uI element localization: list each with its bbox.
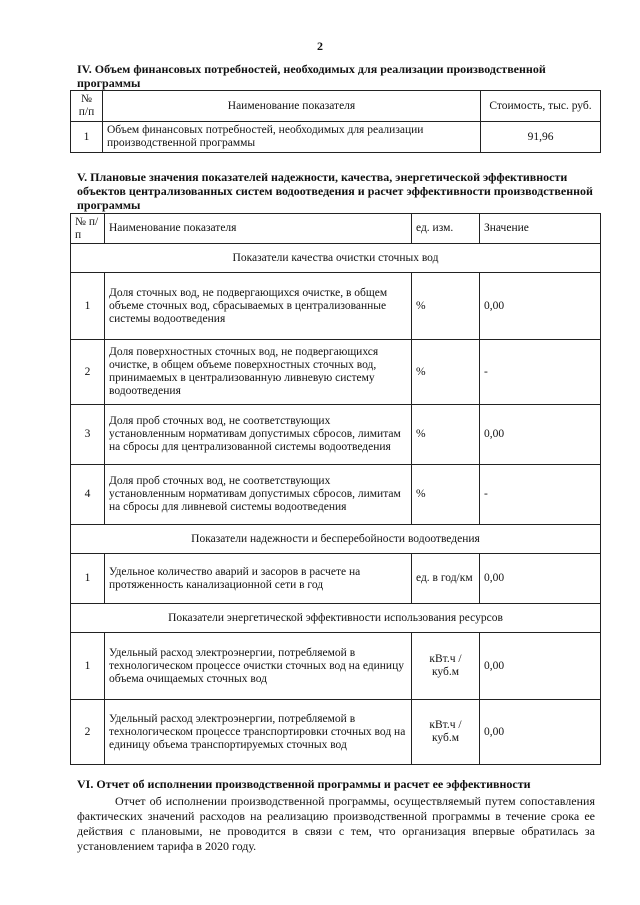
row-num: 1 [71, 554, 105, 604]
section-5-heading: V. Плановые значения показателей надежности, качества, энергетической эффективности объектов централизованных систем водоотведения и расчет эффективности производственной программы [77, 170, 593, 212]
row-value: 0,00 [480, 554, 601, 604]
row-unit: % [412, 405, 480, 465]
table-row [71, 273, 601, 340]
group-header-quality [71, 244, 601, 273]
table-row [71, 700, 601, 765]
row-num: 4 [71, 465, 105, 525]
header-unit: ед. изм. [412, 214, 480, 244]
row-value: 0,00 [480, 273, 601, 340]
group-title: Показатели надежности и бесперебойности водоотведения [71, 525, 601, 554]
row-name: Доля сточных вод, не подвергающихся очистке, в общем объеме сточных вод, сбрасываемых в централизованные системы водоотведения [105, 273, 412, 340]
table-row [71, 633, 601, 700]
row-num: 1 [71, 273, 105, 340]
row-value: - [480, 465, 601, 525]
row-name: Удельный расход электроэнергии, потребляемой в технологическом процессе очистки сточных вод на единицу объема очищаемых сточных вод [105, 633, 412, 700]
header-cost: Стоимость, тыс. руб. [481, 91, 601, 122]
group-title: Показатели качества очистки сточных вод [71, 244, 601, 273]
header-name: Наименование показателя [103, 91, 481, 122]
report-paragraph: Отчет об исполнении производственной программы, осуществляемый путем сопоставления фактических значений расходов на реализацию производственной программы в течение срока ее действия с плановыми, не проводится в связи с тем, что организация впервые обратилась за установлением тарифа в 2020 году. [77, 794, 595, 853]
row-name: Доля проб сточных вод, не соответствующих установленным нормативам допустимых сбросов, лимитам на сбросы для централизованной системы водоотведения [105, 405, 412, 465]
row-name: Удельное количество аварий и засоров в расчете на протяженность канализационной сети в год [105, 554, 412, 604]
header-name: Наименование показателя [105, 214, 412, 244]
row-unit: кВт.ч / куб.м [412, 700, 480, 765]
table-row [71, 340, 601, 405]
group-header-energy [71, 604, 601, 633]
group-title: Показатели энергетической эффективности использования ресурсов [71, 604, 601, 633]
row-value: 0,00 [480, 633, 601, 700]
row-unit: % [412, 340, 480, 405]
row-num: 2 [71, 700, 105, 765]
table-row [71, 122, 601, 153]
table-header-row [71, 214, 601, 244]
table-row [71, 554, 601, 604]
row-value: 0,00 [480, 700, 601, 765]
row-unit: ед. в год/км [412, 554, 480, 604]
row-name: Удельный расход электроэнергии, потребляемой в технологическом процессе транспортировки сточных вод на единицу объема транспортируемых сточных вод [105, 700, 412, 765]
row-unit: % [412, 465, 480, 525]
page-number: 2 [317, 39, 323, 53]
row-name: Доля поверхностных сточных вод, не подвергающихся очистке, в общем объеме поверхностных сточных вод, принимаемых в централизованную ливневую систему водоотведения [105, 340, 412, 405]
row-value: - [480, 340, 601, 405]
row-value: 0,00 [480, 405, 601, 465]
table-row [71, 465, 601, 525]
row-num: 1 [71, 633, 105, 700]
header-value: Значение [480, 214, 601, 244]
row-name: Доля проб сточных вод, не соответствующих установленным нормативам допустимых сбросов, лимитам на сбросы для ливневой системы водоотведения [105, 465, 412, 525]
row-unit: кВт.ч / куб.м [412, 633, 480, 700]
header-num: № п/п [71, 91, 103, 122]
header-num: № п/п [71, 214, 105, 244]
row-num: 2 [71, 340, 105, 405]
financial-needs-table [70, 90, 601, 153]
row-name: Объем финансовых потребностей, необходимых для реализации производственной программы [103, 122, 481, 153]
table-header-row [71, 91, 601, 122]
report-paragraph-block [77, 794, 595, 854]
row-cost: 91,96 [481, 122, 601, 153]
row-unit: % [412, 273, 480, 340]
row-num: 1 [71, 122, 103, 153]
section-6-heading: VI. Отчет об исполнении производственной программы и расчет ее эффективности [77, 777, 531, 791]
group-header-reliability [71, 525, 601, 554]
indicators-table [70, 213, 601, 765]
table-row [71, 405, 601, 465]
row-num: 3 [71, 405, 105, 465]
section-4-heading: IV. Объем финансовых потребностей, необходимых для реализации производственной программы [77, 62, 546, 90]
